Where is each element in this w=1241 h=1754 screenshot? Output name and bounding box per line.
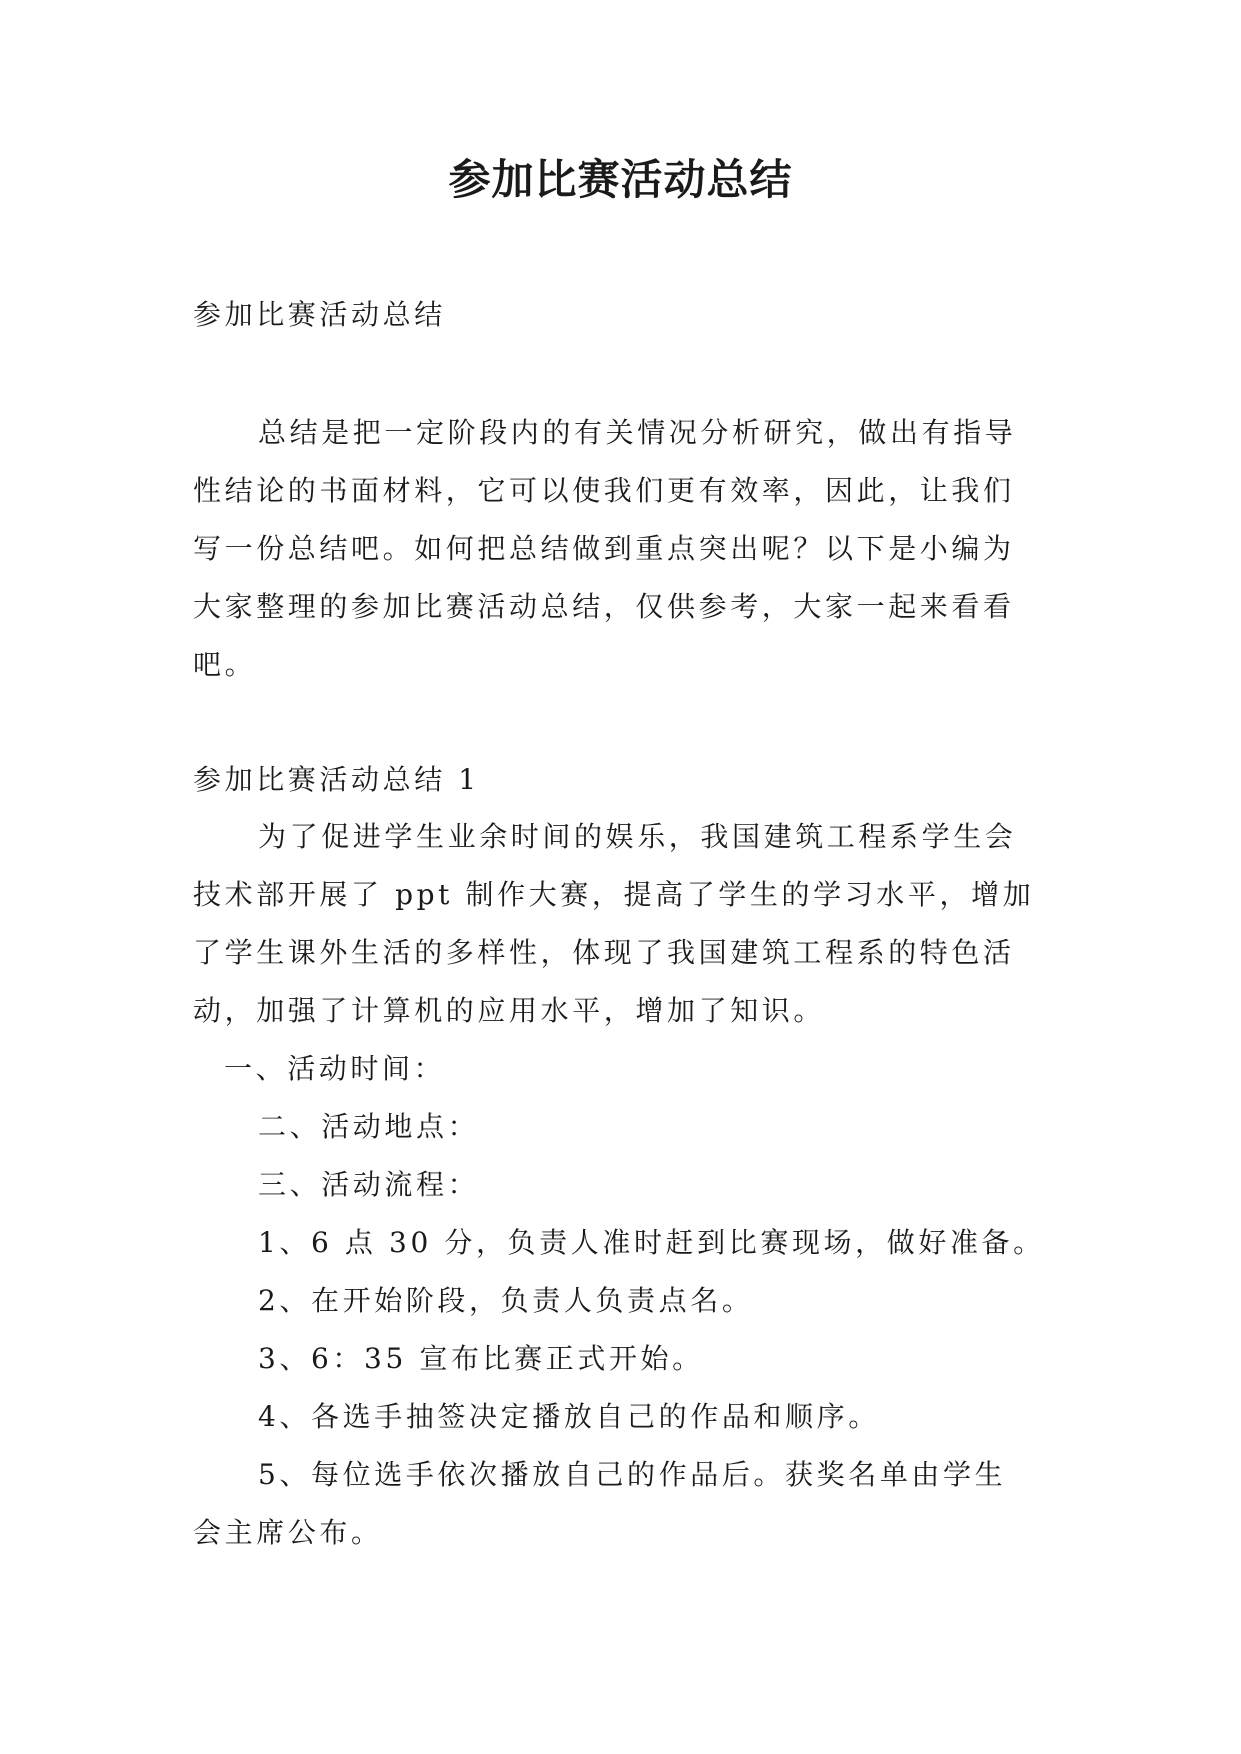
intro-line-3: 写一份总结吧。如何把总结做到重点突出呢？以下是小编为 [193, 532, 1015, 565]
page-title: 参加比赛活动总结 [448, 155, 793, 204]
section-paragraph-line-3: 了学生课外生活的多样性，体现了我国建筑工程系的特色活 [193, 936, 1015, 969]
section-heading: 参加比赛活动总结 1 [193, 763, 480, 796]
process-step-5-continuation: 会主席公布。 [193, 1516, 383, 1549]
intro-line-2: 性结论的书面材料，它可以使我们更有效率，因此，让我们 [193, 474, 1015, 507]
activity-process-item: 三、活动流程： [258, 1168, 480, 1201]
activity-time-item: 一、活动时间： [224, 1052, 446, 1085]
document-subtitle: 参加比赛活动总结 [193, 298, 446, 331]
process-step-1: 1、6 点 30 分，负责人准时赶到比赛现场，做好准备。 [258, 1226, 1045, 1259]
intro-line-5: 吧。 [193, 648, 257, 681]
process-step-2: 2、在开始阶段，负责人负责点名。 [258, 1284, 754, 1317]
section-paragraph-line-1: 为了促进学生业余时间的娱乐，我国建筑工程系学生会 [258, 820, 1017, 853]
process-step-4: 4、各选手抽签决定播放自己的作品和顺序。 [258, 1400, 880, 1433]
process-step-5: 5、每位选手依次播放自己的作品后。获奖名单由学生 [258, 1458, 1007, 1491]
section-paragraph-line-2: 技术部开展了 ppt 制作大赛，提高了学生的学习水平，增加 [193, 878, 1035, 911]
section-paragraph-line-4: 动，加强了计算机的应用水平，增加了知识。 [193, 994, 826, 1027]
intro-line-1: 总结是把一定阶段内的有关情况分析研究，做出有指导 [258, 416, 1017, 449]
intro-line-4: 大家整理的参加比赛活动总结，仅供参考，大家一起来看看 [193, 590, 1015, 623]
process-step-3: 3、6：35 宣布比赛正式开始。 [258, 1342, 704, 1375]
activity-location-item: 二、活动地点： [258, 1110, 480, 1143]
